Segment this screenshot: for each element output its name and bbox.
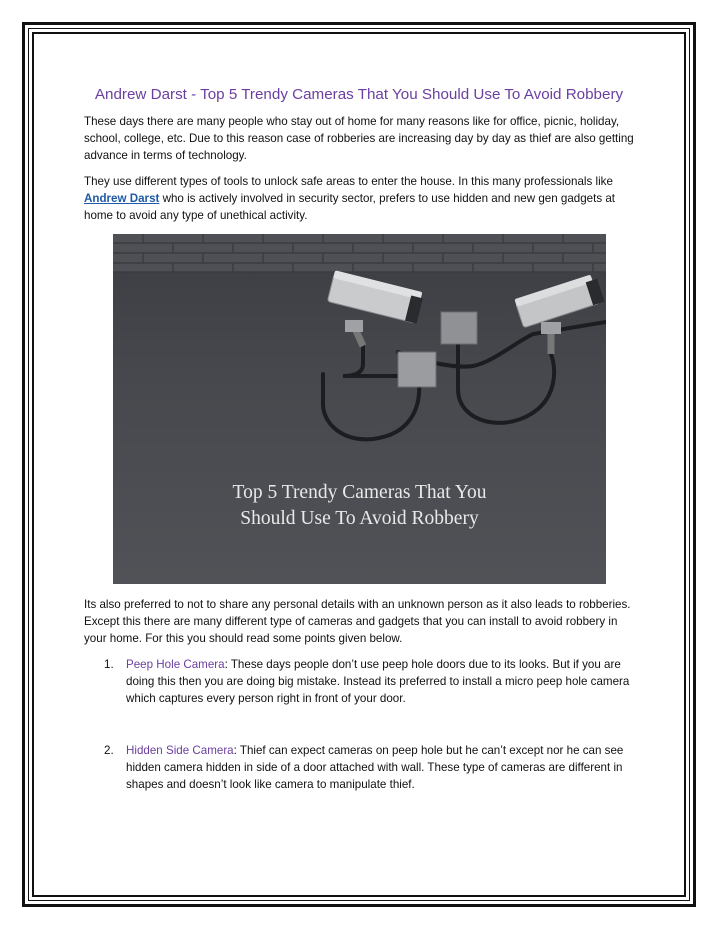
paragraph-tools-text-before: They use different types of tools to unlock safe areas to enter the house. In this many professionals like [84, 175, 613, 188]
hero-image-security-cameras [113, 234, 606, 584]
hero-caption-line-2: Should Use To Avoid Robbery [240, 508, 479, 529]
paragraph-intro: These days there are many people who stay out of home for many reasons like for office, picnic, holiday, school, college, etc. Due to this reason case of robberies are increasing day by day as thief are also getting advance in terms of technology. [84, 115, 634, 162]
list-item-title: Hidden Side Camera [126, 744, 234, 757]
document-body [84, 86, 640, 828]
left-security-camera [327, 270, 424, 346]
list-item-text: : Thief can expect cameras on peep hole but he can’t except nor he can see hidden camera hidden in side of a door attached with wall. These type of cameras are different in shapes and doesn’t look like camera to manipulate thief. [126, 744, 624, 791]
paragraph-tools-text-after: who is actively involved in security sector, prefers to use hidden and new gen gadgets at home to avoid any type of unethical activity. [84, 192, 616, 222]
list-item-number: 1. [104, 658, 114, 671]
right-security-camera [514, 273, 604, 354]
list-item-number: 2. [104, 744, 114, 757]
document-title: Andrew Darst - Top 5 Trendy Cameras That You Should Use To Avoid Robbery [94, 86, 624, 103]
paragraph-privacy: Its also preferred to not to share any personal details with an unknown person as it also leads to robberies. Except this there are many different type of cameras and gadgets that you can install to avoid robbery in your home. For this you should read some points given below. [84, 598, 631, 645]
security-cameras-illustration [113, 234, 606, 584]
camera-list [84, 656, 640, 793]
list-item-text: : These days people don’t use peep hole doors due to its looks. But if you are doing this then you are doing big mistake. Instead its preferred to install a micro peep hole camera which captures every person right in front of your door. [126, 658, 630, 705]
list-item-title: Peep Hole Camera [126, 658, 225, 671]
list-item [84, 742, 640, 793]
hero-caption-line-1: Top 5 Trendy Cameras That You [232, 482, 487, 503]
andrew-darst-link[interactable]: Andrew Darst [84, 192, 160, 205]
paragraph-tools [84, 173, 640, 224]
list-item [84, 656, 640, 707]
